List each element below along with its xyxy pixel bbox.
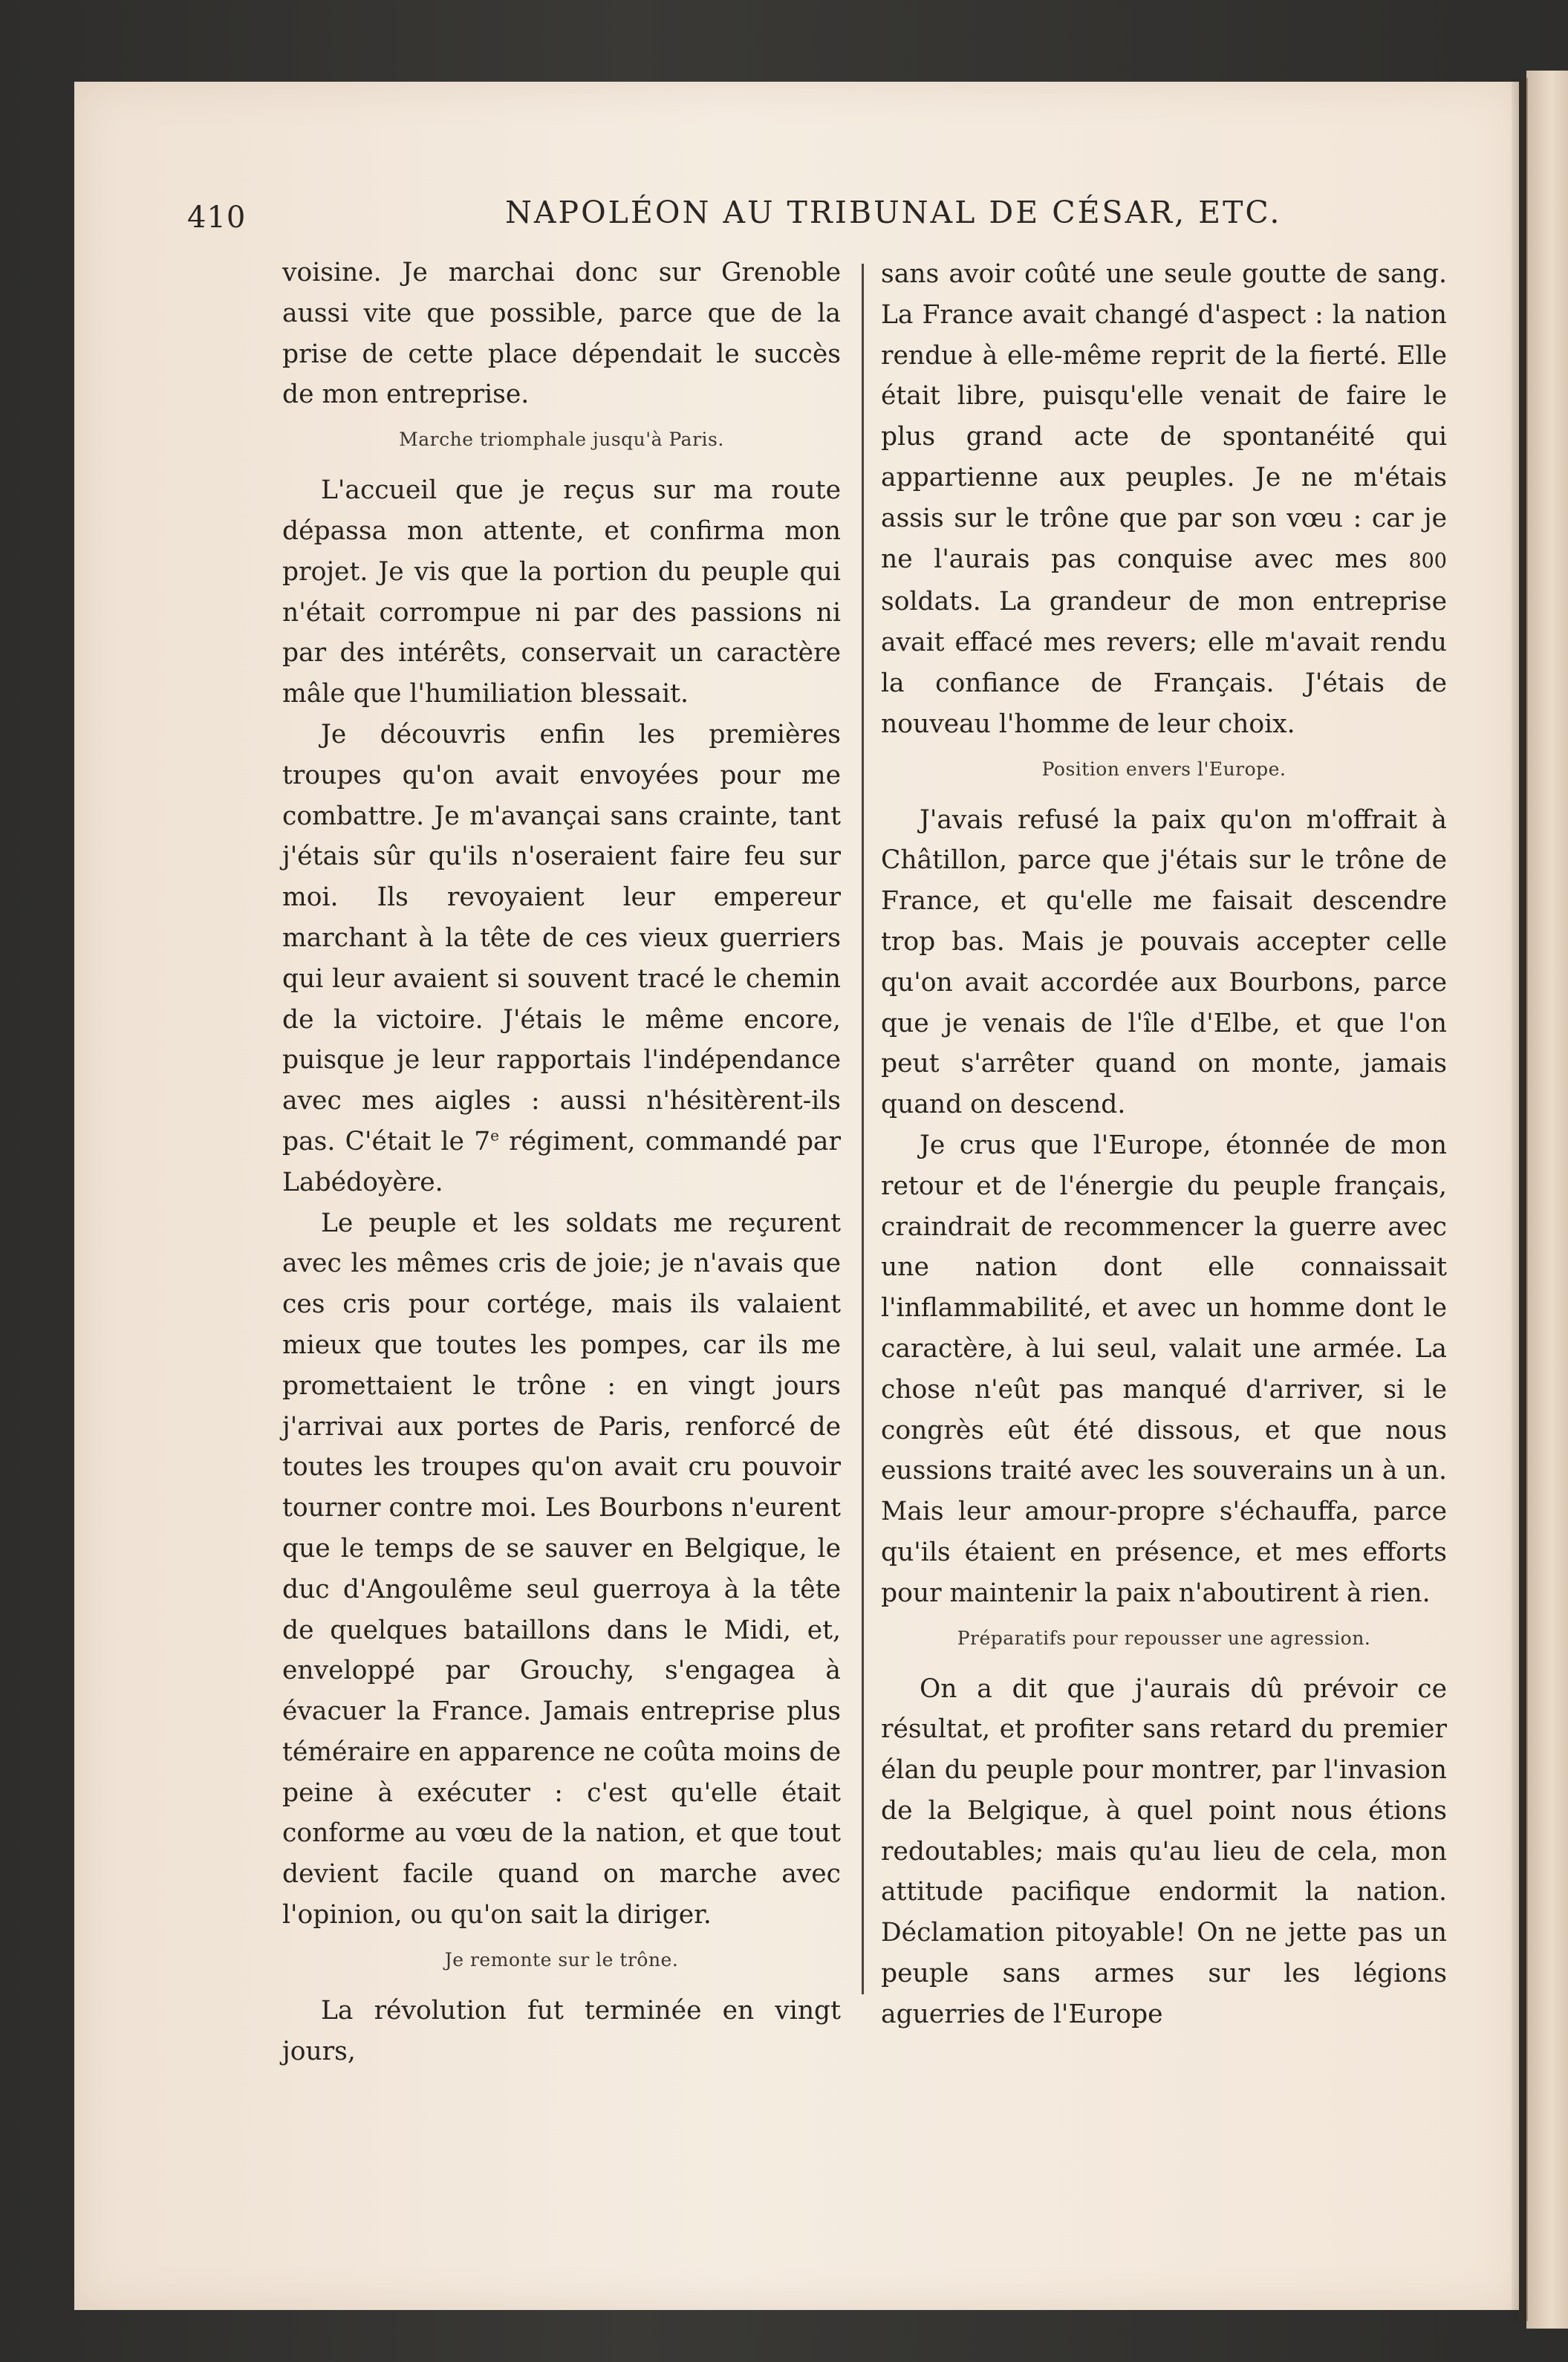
paragraph-text: régiment, commandé par Labédoyère. bbox=[282, 1126, 841, 1197]
left-column bbox=[282, 253, 841, 2066]
number: 800 bbox=[1408, 549, 1447, 573]
column-divider bbox=[862, 264, 864, 1994]
side-heading: Préparatifs pour repousser une agression. bbox=[957, 1627, 1371, 1649]
paragraph bbox=[881, 254, 1447, 745]
paragraph-text: sans avoir coûté une seule goutte de sang. La France avait changé d'aspect : la nation rendue à elle-même reprit de la fierté. Elle était libre, puisqu'elle venait de faire le plus grand acte de spontanéité qui appartienne aux peuples. Je ne m'étais assis sur le trône que par son vœu : car je ne l'aurais pas conquise avec mes bbox=[881, 259, 1447, 574]
right-column bbox=[881, 254, 1447, 2029]
paragraph-text: Je découvris enfin les premières troupes qu'on avait envoyées pour me combattre. Je m'avançai sans crainte, tant j'étais sûr qu'ils n'oseraient faire feu sur moi. Ils revoyaient leur empereur marchant à la tête de ces vieux guerriers qui leur avaient si souvent tracé le chemin de la victoire. J'étais le même encore, puisque je leur rapportais l'indépendance avec mes aigles : aussi n'hésitèrent-ils pas. C'était le 7 bbox=[282, 719, 841, 1156]
side-heading: Marche triomphale jusqu'à Paris. bbox=[399, 429, 724, 451]
next-page-edge bbox=[1526, 71, 1568, 2329]
paragraph: La révolution fut terminée en vingt jours, bbox=[282, 1995, 841, 2066]
page-number: 410 bbox=[187, 201, 247, 235]
paragraph: voisine. Je marchai donc sur Grenoble aussi vite que possible, parce que de la prise de cette place dépendait le succès de mon entreprise. bbox=[282, 258, 841, 410]
paragraph: Le peuple et les soldats me reçurent avec les mêmes cris de joie; je n'avais que ces cris pour cortége, mais ils valaient mieux que toutes les pompes, car ils me promettaient le trône : en vingt jours j'arrivai aux portes de Paris, renforcé de toutes les troupes qu'on avait cru pouvoir tourner contre moi. Les Bourbons n'eurent que le temps de se sauver en Belgique, le duc d'Angoulême seul guerroya à la tête de quelques bataillons dans le Midi, et, enveloppé par Grouchy, s'engagea à évacuer la France. Jamais entreprise plus téméraire en apparence ne coûta moins de peine à exécuter : c'est qu'elle était conforme au vœu de la nation, et que tout devient facile quand on marche avec l'opinion, ou qu'on sait la diriger. bbox=[282, 1208, 841, 1930]
paragraph-text: soldats. La grandeur de mon entreprise avait effacé mes revers; elle m'avait rendu la confiance de Français. J'étais de nouveau l'homme de leur choix. bbox=[881, 587, 1447, 739]
side-heading: Position envers l'Europe. bbox=[1041, 758, 1286, 780]
paragraph: L'accueil que je reçus sur ma route dépassa mon attente, et confirma mon projet. Je vis que la portion du peuple qui n'était corrompue ni par des passions ni par des intérêts, conservait un caractère mâle que l'humiliation blessait. bbox=[282, 475, 841, 709]
side-heading: Je remonte sur le trône. bbox=[444, 1948, 679, 1971]
page-gutter-shadow bbox=[1512, 78, 1528, 2321]
superscript: e bbox=[490, 1126, 500, 1145]
running-title: NAPOLÉON AU TRIBUNAL DE CÉSAR, ETC. bbox=[505, 195, 1282, 230]
paragraph: J'avais refusé la paix qu'on m'offrait à Châtillon, parce que j'étais sur le trône de France, et qu'elle me faisait descendre trop bas. Mais je pouvais accepter celle qu'on avait accordée aux Bourbons, parce que je venais de l'île d'Elbe, et que l'on peut s'arrêter quand on monte, jamais quand on descend. bbox=[881, 804, 1447, 1120]
paragraph: On a dit que j'aurais dû prévoir ce résultat, et profiter sans retard du premier élan du peuple pour montrer, par l'invasion de la Belgique, à quel point nous étions redoutables; mais qu'au lieu de cela, mon attitude pacifique endormit la nation. Déclamation pitoyable! On ne jette pas un peuple sans armes sur les légions aguerries de l'Europe bbox=[881, 1673, 1447, 2029]
paragraph bbox=[282, 715, 841, 1203]
paragraph: Je crus que l'Europe, étonnée de mon retour et de l'énergie du peuple français, craindrait de recommencer la guerre avec une nation dont elle connaissait l'inflammabilité, et avec un homme dont le caractère, à lui seul, valait une armée. La chose n'eût pas manqué d'arriver, si le congrès eût été dissous, et que nous eussions traité avec les souverains un à un. Mais leur amour-propre s'échauffa, parce qu'ils étaient en présence, et mes efforts pour maintenir la paix n'aboutirent à rien. bbox=[881, 1130, 1447, 1608]
